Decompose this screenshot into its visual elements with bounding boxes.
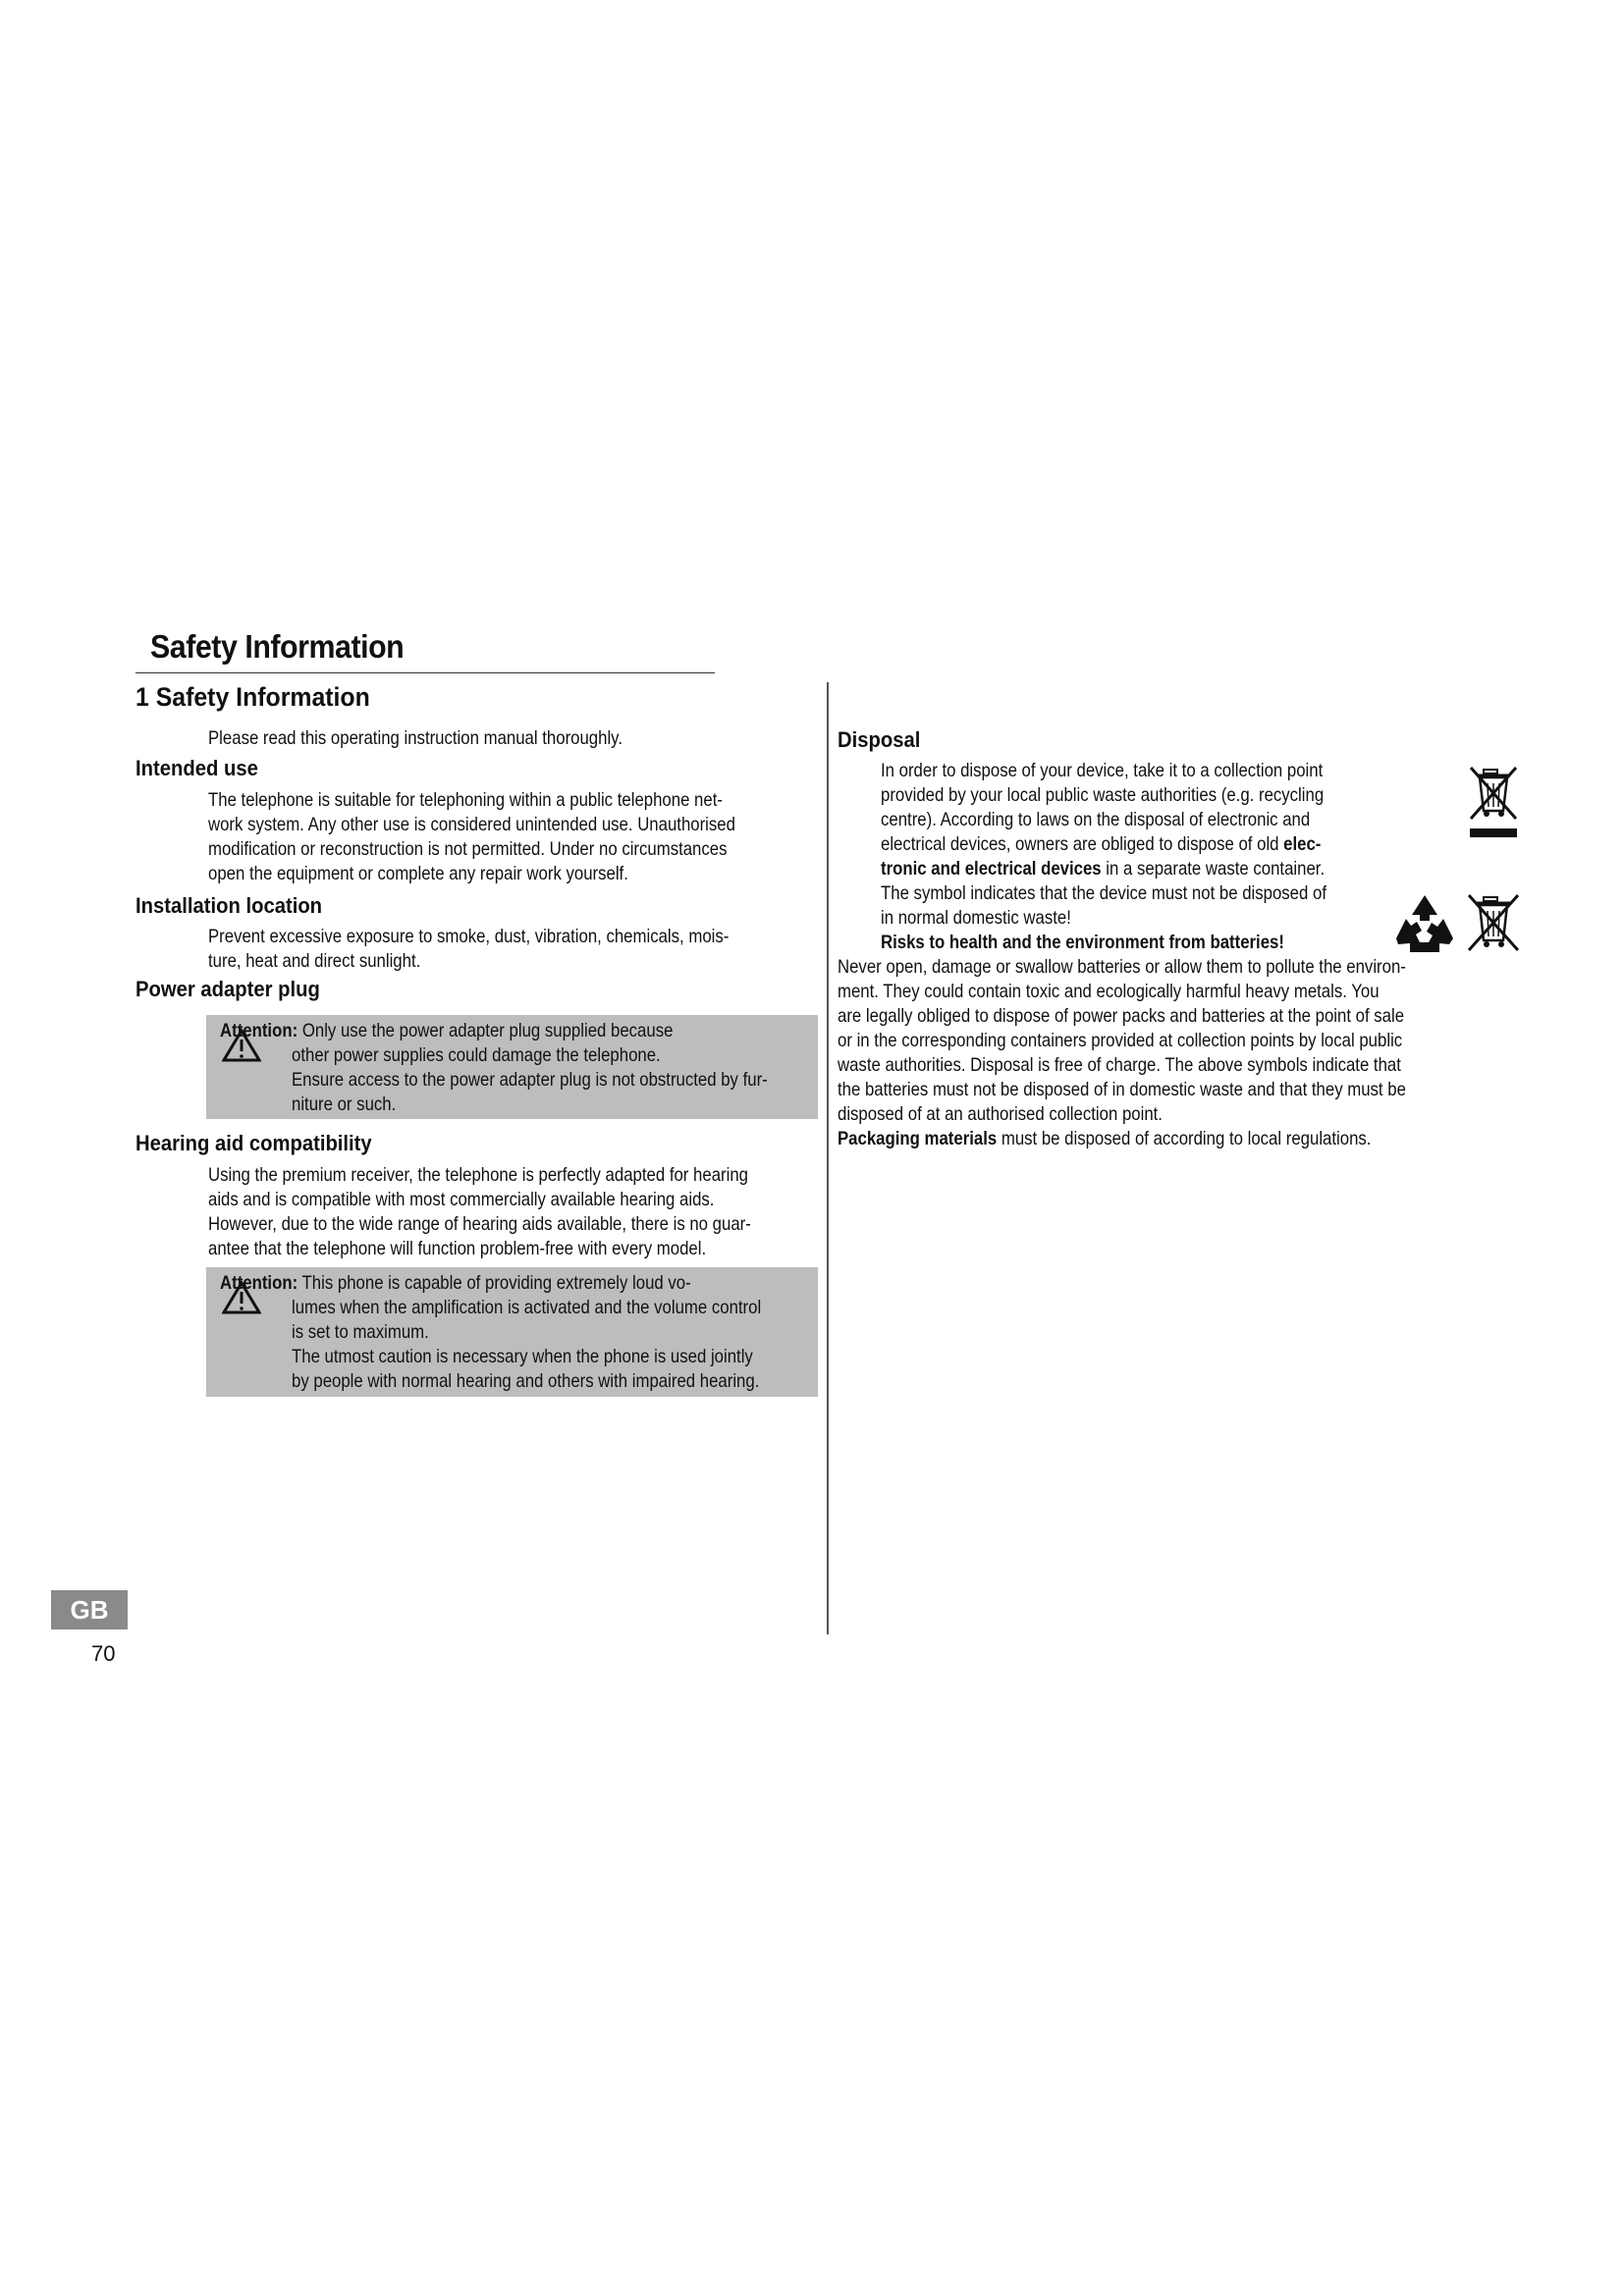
section-title: 1 Safety Information — [135, 682, 370, 712]
packaging-text: must be disposed of according to local regulations. — [997, 1128, 1372, 1149]
disposal-line — [881, 832, 1326, 857]
disposal-line: in normal domestic waste! — [881, 907, 1071, 929]
attention-line: is set to maximum. — [292, 1321, 429, 1343]
language-badge: GB — [51, 1590, 128, 1629]
hearing-aid-text — [208, 1163, 839, 1261]
intended-use-line: work system. Any other use is considered unintended use. Unauthorised — [208, 814, 735, 835]
attention-line: The utmost caution is necessary when the phone is used jointly — [292, 1346, 753, 1367]
attention-line: by people with normal hearing and others with impaired hearing. — [292, 1370, 760, 1392]
attention-first-text: This phone is capable of providing extremely loud vo- — [301, 1272, 691, 1294]
attention-label: Attention: — [220, 1272, 298, 1294]
attention-first-line — [220, 1019, 673, 1043]
risks-heading: Risks to health and the environment from batteries! — [881, 932, 1284, 953]
installation-heading: Installation location — [135, 893, 323, 918]
intended-use-heading: Intended use — [135, 756, 258, 780]
risks-line: disposed of at an authorised collection point. — [838, 1103, 1163, 1125]
header-divider — [135, 672, 715, 673]
disposal-line5-text: in a separate waste container. — [1101, 858, 1326, 880]
weee-bin-icon — [1465, 764, 1524, 842]
hearing-aid-line: However, due to the wide range of hearing aids available, there is no guar- — [208, 1213, 751, 1235]
disposal-line: centre). According to laws on the disposal of electronic and — [881, 809, 1311, 830]
disposal-line4-bold: elec- — [1283, 833, 1322, 855]
intended-use-line: modification or reconstruction is not permitted. Under no circumstances — [208, 838, 728, 860]
recycle-icon — [1392, 891, 1457, 956]
hearing-aid-heading: Hearing aid compatibility — [135, 1131, 372, 1155]
hearing-aid-line: antee that the telephone will function problem-free with every model. — [208, 1238, 707, 1259]
disposal-line: In order to dispose of your device, take it to a collection point — [881, 760, 1324, 781]
installation-line: ture, heat and direct sunlight. — [208, 950, 421, 972]
disposal-line4-text: electrical devices, owners are obliged to dispose of old — [881, 833, 1284, 855]
disposal-heading: Disposal — [838, 727, 921, 752]
attention-label: Attention: — [220, 1020, 298, 1041]
intended-use-line: open the equipment or complete any repair work yourself. — [208, 863, 628, 884]
power-adapter-heading: Power adapter plug — [135, 977, 320, 1001]
intro-text: Please read this operating instruction manual thoroughly. — [208, 727, 623, 749]
attention-first-line — [220, 1271, 691, 1296]
attention-line: other power supplies could damage the telephone. — [292, 1044, 661, 1066]
installation-line: Prevent excessive exposure to smoke, dust, vibration, chemicals, mois- — [208, 926, 730, 947]
risks-text — [838, 955, 1498, 1151]
risks-line: are legally obliged to dispose of power packs and batteries at the point of sale — [838, 1005, 1405, 1027]
disposal-text — [881, 759, 1399, 955]
risks-line: or in the corresponding containers provided at collection points by local public — [838, 1030, 1403, 1051]
hearing-aid-line: aids and is compatible with most commercially available hearing aids. — [208, 1189, 715, 1210]
disposal-line: The symbol indicates that the device must not be disposed of — [881, 882, 1326, 904]
risks-line: the batteries must not be disposed of in domestic waste and that they must be — [838, 1079, 1406, 1100]
attention-line: Ensure access to the power adapter plug is not obstructed by fur- — [292, 1069, 768, 1091]
page-number: 70 — [91, 1641, 116, 1666]
attention-text — [292, 1043, 845, 1117]
disposal-line — [881, 857, 1326, 881]
page-header-title: Safety Information — [150, 628, 405, 665]
column-divider — [827, 682, 829, 1634]
risks-line: Never open, damage or swallow batteries or allow them to pollute the environ- — [838, 956, 1406, 978]
battery-bin-icon — [1463, 891, 1524, 956]
intended-use-text — [208, 788, 821, 886]
hearing-aid-line: Using the premium receiver, the telephone is perfectly adapted for hearing — [208, 1164, 748, 1186]
attention-text — [292, 1296, 838, 1394]
risks-line: waste authorities. Disposal is free of charge. The above symbols indicate that — [838, 1054, 1401, 1076]
disposal-line: provided by your local public waste authorities (e.g. recycling — [881, 784, 1325, 806]
attention-line: lumes when the amplification is activated and the volume control — [292, 1297, 762, 1318]
attention-box-power — [206, 1015, 818, 1119]
attention-line: niture or such. — [292, 1094, 397, 1115]
installation-text — [208, 925, 814, 974]
risks-line: ment. They could contain toxic and ecologically harmful heavy metals. You — [838, 981, 1380, 1002]
packaging-line — [838, 1127, 1406, 1151]
intended-use-line: The telephone is suitable for telephoning within a public telephone net- — [208, 789, 723, 811]
disposal-line5-bold: tronic and electrical devices — [881, 858, 1102, 880]
attention-first-text: Only use the power adapter plug supplied because — [301, 1020, 674, 1041]
packaging-bold: Packaging materials — [838, 1128, 998, 1149]
attention-box-hearing — [206, 1267, 818, 1397]
